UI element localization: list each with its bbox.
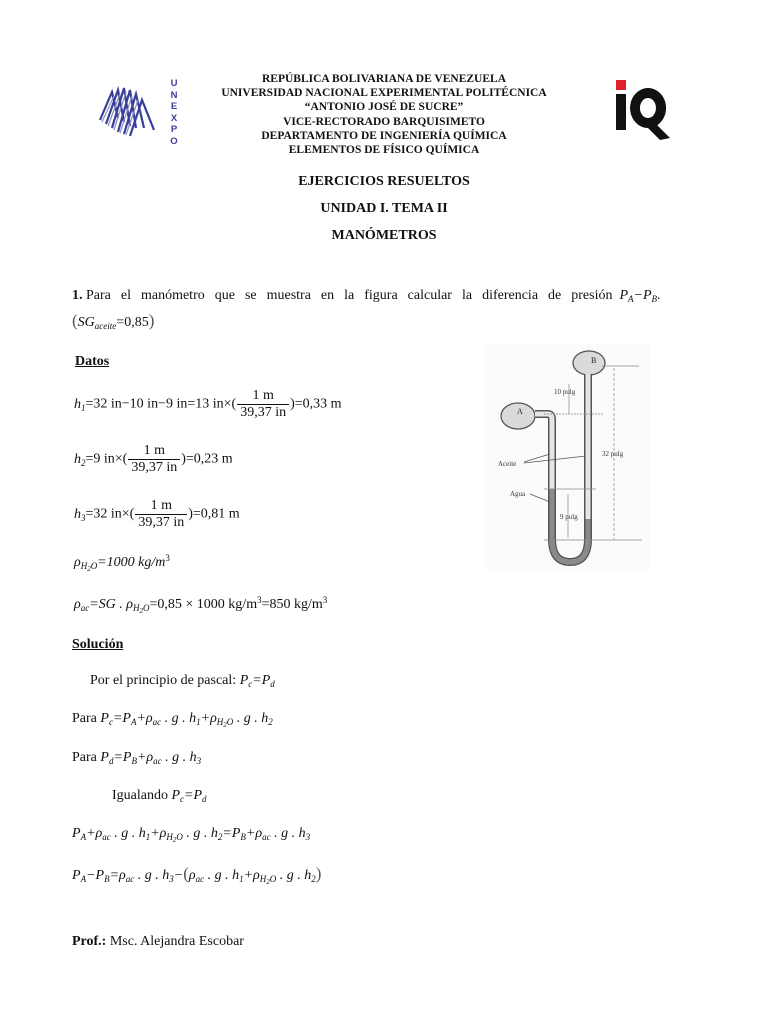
prof-label: Prof.:: [72, 934, 107, 949]
iq-logo: [614, 78, 674, 142]
header-line: UNIVERSIDAD NACIONAL EXPERIMENTAL POLITÉCNICA: [221, 87, 547, 100]
unexpo-emblem-icon: [92, 78, 162, 148]
header-line: VICE-RECTORADO BARQUISIMETO: [283, 115, 485, 128]
rho-oil-equation: $\rho_{ac}=SG$ . $\rho_{H_2O}=0,85 \times 1000$ $kg/m^3=850$ $kg/m^3$: [74, 595, 328, 615]
label-a: A: [517, 407, 523, 416]
problem-statement: 1. Para el manómetro que se muestra en la figura calcular la diferencia de presión $P_A-P_B$.: [72, 288, 661, 304]
sg-given: $(SG_{aceite}=0,85)$: [72, 311, 155, 331]
pressure-difference-expr: $P_A-P_B$: [615, 288, 658, 304]
pd-equation: Para $P_d=P_B+\rho_{ac}$ . g . $h_3$: [72, 750, 202, 766]
problem-text: Para el manómetro que se muestra en la figura calcular la diferencia de presión: [86, 288, 613, 303]
header-line: “ANTONIO JOSÉ DE SUCRE”: [304, 101, 464, 114]
igualando-line: Igualando $P_c=P_d$: [112, 788, 207, 804]
dim-32-label: 32 pulg: [602, 450, 624, 458]
h3-equation: $h_3=32$ in×( $\frac{1 m}{39,37 in}$ )=0,81 m: [74, 498, 240, 530]
header-line: DEPARTAMENTO DE INGENIERÍA QUÍMICA: [261, 129, 507, 142]
dim-9-label: 9 pulg: [560, 513, 578, 521]
manometer-diagram: [484, 344, 650, 570]
unit-title: UNIDAD I. TEMA II: [320, 201, 448, 216]
header-line: REPÚBLICA BOLIVARIANA DE VENEZUELA: [261, 73, 506, 85]
solucion-heading: Solución: [72, 637, 124, 652]
pascal-principle: Por el principio de pascal: $P_c=P_d$: [90, 673, 275, 689]
aceite-label: Aceite: [498, 460, 517, 468]
header-line: ELEMENTOS DE FÍSICO QUÍMICA: [288, 144, 480, 157]
dim-10-label: 10 pulg: [554, 388, 576, 396]
agua-label: Agua: [510, 490, 526, 498]
equated-equation: $P_A+\rho_{ac}$ . g . $h_1+\rho_{H_2O}$ . g . $h_2=P_B+\rho_{ac}$ . g . $h_3$: [72, 826, 311, 844]
problem-number: 1.: [72, 288, 83, 303]
rho-water-equation: $\rho_{H_2O}=1000$ $kg/m^3$: [74, 553, 170, 573]
manometer-figure: [484, 344, 650, 570]
pressure-difference-equation: $P_A-P_B=\rho_{ac}$ . g . $h_3-(\rho_{ac}$ . g . $h_1+\rho_{H_2O}$ . g . $h_2$): [72, 864, 322, 886]
prof-name: Msc. Alejandra Escobar: [109, 934, 244, 949]
h1-equation: $h_1=32$ in−10 in−9 in=13 in×( $\frac{1 m}{39,37 in}$ )=0,33 m: [74, 388, 342, 420]
iq-logo-icon: [614, 78, 674, 142]
institution-header: [200, 72, 568, 157]
h2-equation: $h_2=9$ in×( $\frac{1 m}{39,37 in}$ )=0,23 m: [74, 443, 233, 475]
unexpo-logo: [92, 78, 182, 148]
datos-heading: Datos: [75, 354, 110, 369]
page-title: EJERCICIOS RESUELTOS: [298, 174, 470, 189]
professor-credit: [72, 934, 244, 950]
pc-equation: Para $P_c=P_A+\rho_{ac}$ . g . $h_1+\rho_{H_2O}$ . g . $h_2$: [72, 711, 273, 729]
sg-value: =0,85: [116, 315, 149, 330]
label-b: B: [591, 356, 597, 365]
topic-title: MANÓMETROS: [331, 228, 437, 243]
unexpo-letters: U N E X P O: [170, 78, 178, 147]
